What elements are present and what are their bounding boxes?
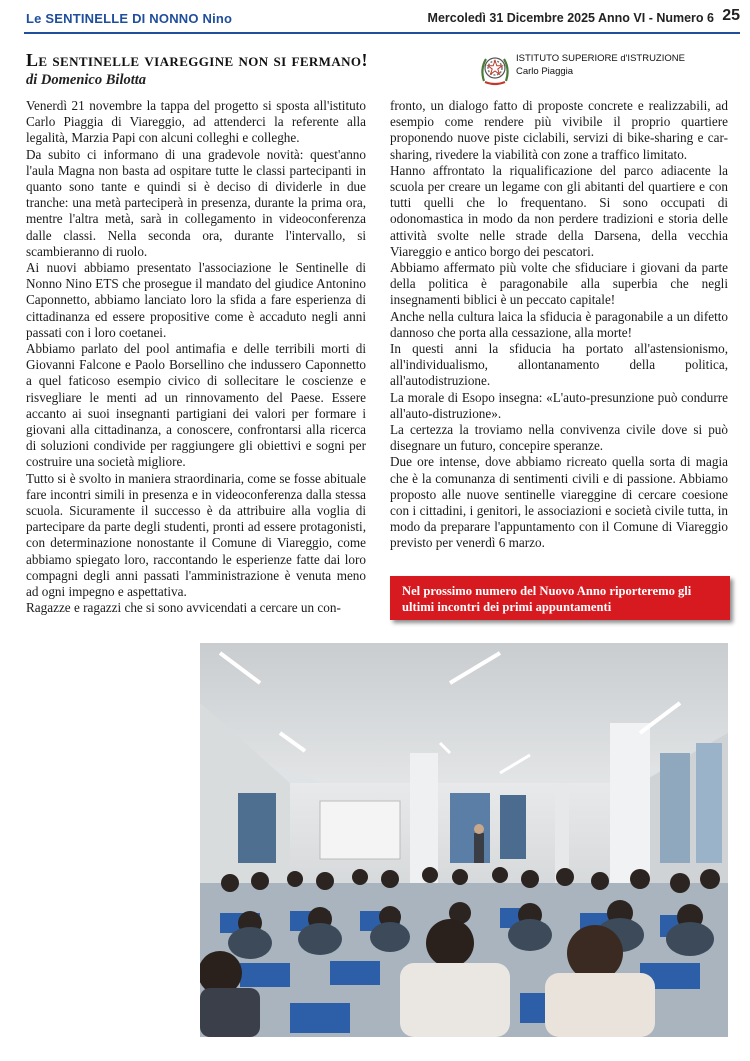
paragraph: La certezza la troviamo nella convivenza civile dove si può disegnare un futuro, concepire speranze.	[390, 422, 728, 454]
issue-info: Mercoledì 31 Dicembre 2025 Anno VI - Numero 6	[427, 11, 714, 25]
paragraph: In questi anni la sfiducia ha portato all'astensionismo, all'individualismo, allontanamento della politica, all'autodistruzione.	[390, 341, 728, 389]
article-column-right	[390, 98, 728, 564]
paragraph: Venerdì 21 novembre la tappa del progetto si sposta all'istituto Carlo Piaggia di Viareggio, ad attenderci la referente alla legalità, Marzia Papi con alcuni colleghi e colleghe.	[26, 98, 366, 146]
paragraph: Abbiamo affermato più volte che sfiduciare i giovani da parte della politica è paragonabile alla superbia che negli insegnamenti biblici è un peccato capitale!	[390, 260, 728, 308]
school-name-line1: ISTITUTO SUPERIORE d'ISTRUZIONE	[516, 53, 685, 64]
paragraph: Ai nuovi abbiamo presentato l'associazione le Sentinelle di Nonno Nino ETS che prosegue il mandato del giudice Antonino Caponnetto, abbiamo lanciato loro la sfida a fare esperienza di cittadinanza ed essere propositive come è accaduto negli anni passati con i loro coetanei.	[26, 260, 366, 340]
article-title: Le sentinelle viareggine non si fermano!	[26, 50, 368, 70]
callout-text: Nel prossimo numero del Nuovo Anno riporteremo gli ultimi incontri dei primi appuntamenti	[402, 584, 692, 614]
paragraph: Anche nella cultura laica la sfiducia è paragonabile a un difetto dannoso che porta alla cessazione, alla morte!	[390, 308, 728, 340]
paragraph: Da subito ci informano di una gradevole novità: quest'anno l'aula Magna non basta ad ospitare tutte le classi partecipanti in quanto sono tante e quindi si è deciso di dividerle in due tranche: una metà parteciperà in presenza, durante la prima ora, mentre l'altra metà, sarà in collegamento in videoconferenza dalle classi. Nella seconda ora, durante l'intervallo, si scambieranno di ruolo.	[26, 146, 366, 259]
paragraph: Abbiamo parlato del pool antimafia e delle terribili morti di Giovanni Falcone e Paolo Borsellino che indussero Caponnetto a quel faticoso esempio civico di sollecitare le coscienze e risvegliare le menti ad un rinnovamento del Paese. Essere accanto ai suoi insegnanti partigiani dei valori per formare i giovani alla cittadinanza, a conoscere, confrontarsi alla ricerca di soluzioni condivide per raggiungere gli obiettivi e sogni per costruire una società migliore.	[26, 341, 366, 470]
school-name-line2: Carlo Piaggia	[516, 66, 574, 77]
classroom-photo	[200, 643, 728, 1037]
paragraph: fronto, un dialogo fatto di proposte concrete e realizzabili, ad esempio come rendere più vivibile il proprio quartiere proponendo nuove piste ciclabili, servizi di bike-sharing e car-sharing, rivedere la viabilità con zone a traffico limitato.	[390, 98, 728, 162]
article-byline: di Domenico Bilotta	[26, 72, 147, 88]
paragraph: La morale di Esopo insegna: «L'auto-presunzione può condurre all'auto-distruzione».	[390, 389, 728, 421]
paragraph: Due ore intense, dove abbiamo ricreato quella sorta di magia che è la comunanza di sentimenti civili e di passione. Abbiamo proposto alle nuove sentinelle viareggine di cercare coesione con i cittadini, i genitori, le associazioni e società civile tutta, in modo da preparare l'appuntamento con il Comune di Viareggio previsto per venerdì 6 marzo.	[390, 454, 728, 551]
page-number: 25	[722, 7, 740, 24]
italian-republic-emblem-icon	[478, 51, 512, 87]
article-column-left	[26, 98, 366, 626]
next-issue-callout	[390, 576, 730, 620]
page-header	[24, 8, 740, 34]
paragraph: Tutto si è svolto in maniera straordinaria, come se fosse abituale fare incontri simili in presenza e in videoconferenza dalla stessa scuola. Sicuramente il successo è da attribuire alla voglia di partecipare da parte degli studenti, pronti ad essere protagonisti, con determinazione nonostante il Comune di Viareggio, come abbiamo spiegato loro, raccontando le esperienze fatte dai loro compagni degli anni passati l'amministrazione è venuta meno ad ogni impegno e aspettativa.	[26, 470, 366, 600]
publication-name: Le SENTINELLE DI NONNO Nino	[26, 11, 233, 26]
paragraph: Ragazze e ragazzi che si sono avvicendati a cercare un con-	[26, 600, 341, 616]
paragraph: Hanno affrontato la riqualificazione del parco adiacente la scuola per creare un legame con gli abitanti del quartiere e con tutti quelli che lo frequentano. Si sono occupati di odonomastica in modo da non perdere tradizioni e storia delle attività svolte nelle strade della Darsena, della vecchia Viareggio e antico borgo dei pescatori.	[390, 162, 728, 259]
